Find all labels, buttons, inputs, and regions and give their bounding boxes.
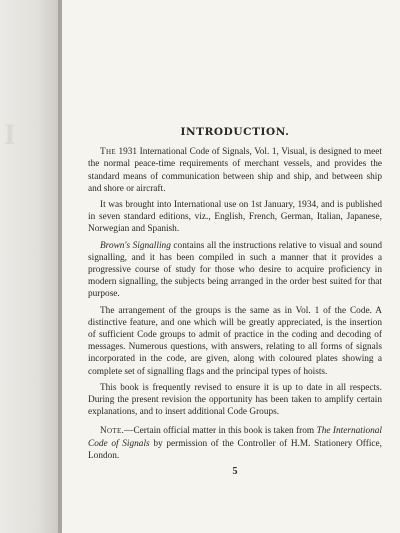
paragraph-2: It was brought into International use on 1st January, 1934, and is published in seven standard editions, viz., English, French, German, Italian, Japanese, Norwegian and Spanish. (88, 200, 382, 235)
paragraph-1-text: 1931 International Code of Signals, Vol. 1, Visual, is designed to meet the normal peace-time requirements of merchant vessels, and provides the standard means of communication between ship and ship, and between ship and shore or aircraft. (88, 147, 382, 194)
note-text-before: —Certain official matter in this book is taken from (124, 426, 317, 437)
note-text-after: by permission of the Controller of H.M. Stationery Office, London. (88, 438, 382, 461)
show-through-text: I (4, 118, 14, 151)
page-heading: INTRODUCTION. (180, 126, 290, 138)
paragraph-3 (88, 240, 382, 301)
paragraph-1 (88, 146, 382, 195)
note-paragraph (88, 425, 382, 462)
paragraph-4: The arrangement of the groups is the same as in Vol. 1 of the Code. A distinctive feature, and one which will be greatly appreciated, is the insertion of sufficient Code groups to admit of practice in the coding and decoding of messages. Numerous questions, with answers, relating to all forms of signals incorporated in the code, are given, along with coloured plates showing a complete set of signalling flags and the principal types of hoists. (88, 305, 382, 377)
page-number: 5 (232, 466, 238, 478)
book-page (62, 0, 400, 533)
note-source-title: The International Code of Signals (88, 426, 382, 449)
note-lead: Note. (100, 426, 125, 437)
page-content (88, 126, 382, 478)
paragraph-3-title: Brown's Signalling (100, 240, 171, 251)
previous-page-edge (0, 0, 62, 533)
paragraph-5: This book is frequently revised to ensure it is up to date in all respects. During the present revision the opportunity has been taken to amplify certain explanations, and to insert additional Code Groups. (88, 382, 382, 418)
paragraph-3-text: contains all the instructions relative to visual and sound signalling, and it has been compiled in such a manner that it provides a progressive course of study for those who desire to acquire proficiency in modern signalling, the subjects being arranged in the order best suited for that purpose. (88, 240, 382, 300)
paragraph-1-lead: The (100, 147, 116, 158)
